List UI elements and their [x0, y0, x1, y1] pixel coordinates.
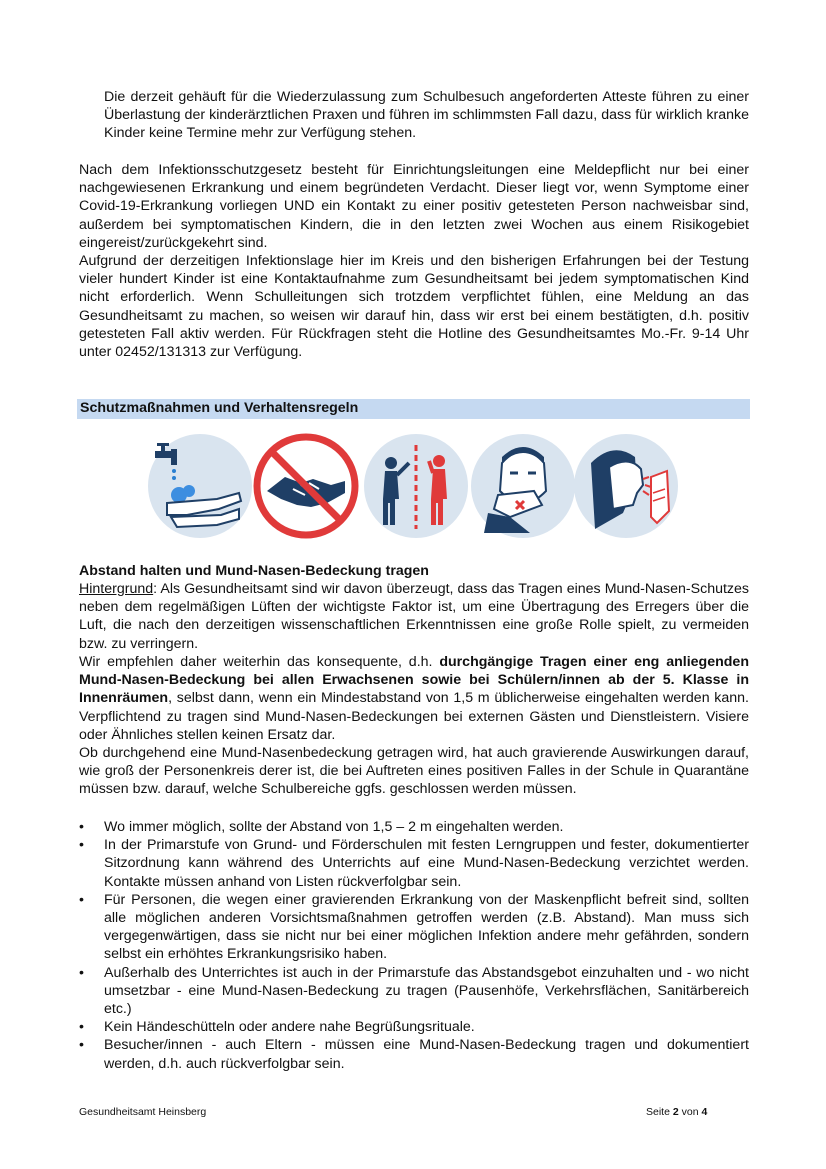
hand-washing-icon [147, 433, 253, 539]
empfehlung-post: , selbst dann, wenn ein Mindestabstand von 1,5 m üblicherweise eingehalten werden kann. Verpflichtend zu tragen sind Mund-Nasen-Bedeckungen bei externen Gästen und Dienstleistern. Visiere oder Ähnliches stellen keinen Ersatz dar. [79, 690, 749, 743]
paragraph-atteste: Die derzeit gehäuft für die Wiederzulassung zum Schulbesuch angeforderten Atteste führen zu einer Überlastung der kinderärztlichen Praxen und führen im schlimmsten Fall dazu, dass für wirklich kranke Kinder keine Termine mehr zur Verfügung stehen. [104, 89, 749, 142]
list-item: • Außerhalb des Unterrichtes ist auch in der Primarstufe das Abstandsgebot einzuhalten und - wo nicht umsetzbar - eine Mund-Nasen-Bedeckung zu tragen (Pausenhöfe, Verkehrsflächen, Sanitärbereich etc.) [79, 964, 749, 1019]
pictogram-row [147, 433, 677, 543]
page-current: 2 [672, 1106, 679, 1118]
page-mid: von [678, 1106, 702, 1118]
page-total: 4 [701, 1106, 708, 1118]
cough-into-elbow-icon [470, 433, 576, 539]
list-item: • Für Personen, die wegen einer gravierenden Erkrankung von der Maskenpflicht befreit sind, sollten alle möglichen anderen Vorsichtsmaßnahmen getroffen werden (z.B. Abstand). Man muss sich vergegenwärtigen, dass sie nicht nur bei einer möglichen Infektion andere mehr gefährden, sondern selbst ein erhöhtes Erkrankungsrisiko haben. [79, 891, 749, 964]
empfehlung-pre: Wir empfehlen daher weiterhin das konsequente, d.h. [79, 654, 440, 670]
footer-left: Gesundheitsamt Heinsberg [79, 1106, 207, 1118]
paragraph-quarantaene: Ob durchgehend eine Mund-Nasenbedeckung getragen wird, hat auch gravierende Auswirkungen darauf, wie groß der Personenkreis derer ist, die bei Auftreten eines positiven Falles in der Schule in Quarantäne müssen bzw. darauf, welche Schulbereiche ggfs. geschlossen werden müssen. [79, 745, 749, 798]
section-header [77, 399, 750, 419]
no-handshake-icon [253, 433, 359, 539]
bullet-list [79, 818, 749, 1073]
empfehlung-bold: durchgängige Tragen einer eng anliegenden Mund-Nasen-Bedeckung bei allen Erwachsenen sowie bei Schülern/innen ab der 5. Klasse in Innenräumen [79, 654, 749, 707]
distance-icon [363, 433, 469, 539]
paragraph-meldepflicht: Nach dem Infektionsschutzgesetz besteht für Einrichtungsleitungen eine Meldepflicht nur bei einer nachgewiesenen Erkrankung und einem begründeten Verdacht. Dieser liegt vor, wenn Symptome einer Covid-19-Erkrankung vorliegen UND ein Kontakt zu einer positiv getesteten Person nachweisbar sind, außerdem bei symptomatischen Kindern, die in den letzten zwei Wochen aus einem Risikogebiet eingereist/zurückgekehrt sind. [79, 162, 749, 251]
subheading-abstand: Abstand halten und Mund-Nasen-Bedeckung tragen [79, 563, 429, 579]
page-prefix: Seite [646, 1106, 673, 1118]
list-item: • Kein Händeschütteln oder andere nahe Begrüßungsrituale. [79, 1018, 749, 1036]
sneeze-into-tissue-icon [573, 433, 679, 539]
footer-page-number [646, 1106, 707, 1118]
paragraph-infektionslage: Aufgrund der derzeitigen Infektionslage hier im Kreis und den bisherigen Erfahrungen bei der Testung vieler hundert Kinder ist eine Kontaktaufnahme zum Gesundheitsamt bei jedem symptomatischen Kind nicht erforderlich. Wenn Schulleitungen sich trotzdem verpflichtet fühlen, eine Meldung an das Gesundheitsamt zu machen, so weisen wir darauf hin, dass wir erst bei einem bestätigten, d.h. positiv getesteten Fall aktiv werden. Für Rückfragen steht die Hotline des Gesundheitsamtes Mo.-Fr. 9-14 Uhr unter 02452/131313 zur Verfügung. [79, 253, 749, 361]
paragraph-hintergrund [79, 580, 749, 653]
hintergrund-text: : Als Gesundheitsamt sind wir davon überzeugt, dass das Tragen eines Mund-Nasen-Schutzes neben dem regelmäßigen Lüften der wichtigste Faktor ist, um eine Übertragung des Erregers über die Luft, die nach den derzeitigen wissenschaftlichen Erkenntnissen eine große Rolle spielt, zu vermeiden bzw. zu verringern. [79, 581, 749, 652]
list-item: • In der Primarstufe von Grund- und Förderschulen mit festen Lerngruppen und fester, dokumentierter Sitzordnung kann während des Unterrichts auf eine Mund-Nasen-Bedeckung verzichtet werden. Kontakte müssen anhand von Listen rückverfolgbar sein. [79, 836, 749, 891]
paragraph-empfehlung [79, 653, 749, 744]
section-title: Schutzmaßnahmen und Verhaltensregeln [80, 400, 359, 416]
list-item: • Besucher/innen - auch Eltern - müssen eine Mund-Nasen-Bedeckung tragen und dokumentiert werden, d.h. auch rückverfolgbar sein. [79, 1036, 749, 1072]
list-item: • Wo immer möglich, sollte der Abstand von 1,5 – 2 m eingehalten werden. [79, 818, 749, 836]
hintergrund-label: Hintergrund [79, 581, 154, 597]
